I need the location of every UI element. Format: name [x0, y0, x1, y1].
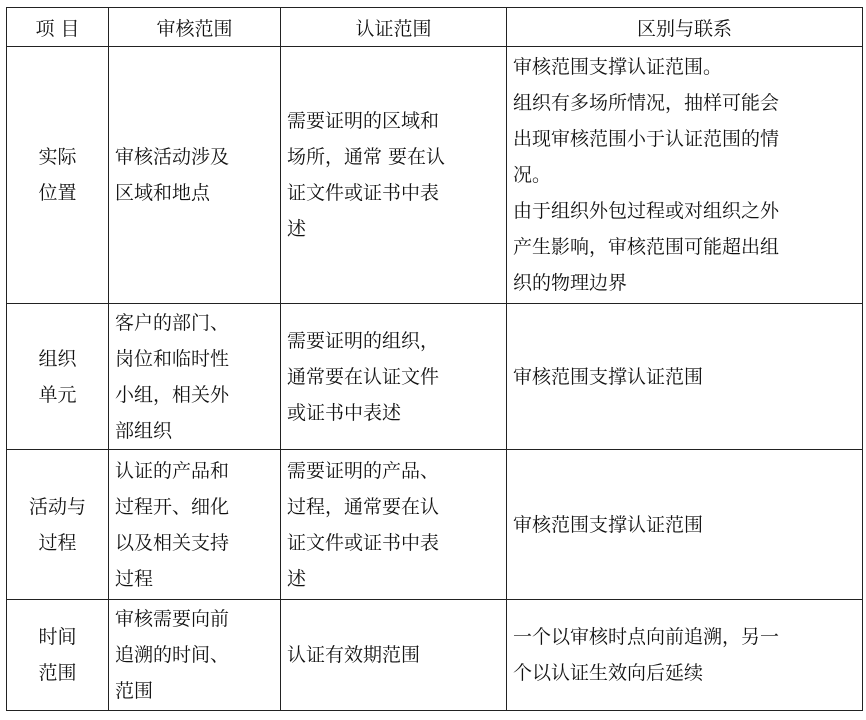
item-cell [7, 450, 109, 600]
certification-scope-cell [281, 600, 507, 711]
header-item: 项 目 [7, 8, 109, 47]
cell-text-line: 部组织 [115, 419, 173, 442]
relation-cell [507, 450, 863, 600]
cell-text-line: 区域和地点 [115, 182, 211, 204]
cell-text-line: 出现审核范围小于认证范围的情 [513, 128, 780, 150]
cell-text-line: 活动与 [28, 495, 86, 518]
cell-text-line: 过程 [115, 567, 154, 590]
cell-text-line: 由于组织外包过程或对组织之外 [513, 200, 780, 222]
cell-text-line: 以及相关支持 [115, 531, 230, 554]
cell-text-line: 审核需要向前 [115, 608, 230, 630]
cell-text-line: 过程开、细化 [115, 495, 230, 518]
audit-scope-cell [109, 600, 281, 711]
item-cell [7, 600, 109, 711]
audit-scope-cell [109, 450, 281, 600]
cell-text-line: 追溯的时间、 [115, 644, 230, 666]
item-cell [7, 47, 109, 304]
cell-text-line: 审核范围支撑认证范围 [513, 365, 704, 388]
certification-scope-cell [281, 304, 507, 450]
audit-scope-cell [109, 47, 281, 304]
cell-text-line: 审核范围支撑认证范围。 [513, 56, 723, 78]
cell-text-line: 产生影响，审核范围可能超出组 [513, 236, 780, 258]
cell-text-line: 过程，通常要在认 [287, 495, 440, 518]
cell-text-line: 织的物理边界 [513, 272, 628, 294]
cell-text-line: 时间 [38, 626, 77, 648]
cell-text-line: 通常要在认证文件 [287, 365, 440, 388]
table-row [7, 600, 863, 711]
cell-text-line: 需要证明的组织， [287, 329, 440, 352]
cell-text-line: 岗位和临时性 [115, 347, 230, 370]
cell-text-line: 客户的部门、 [115, 311, 230, 334]
certification-scope-cell [281, 450, 507, 600]
cell-text-line: 单元 [38, 383, 77, 406]
cell-text-line: 认证有效期范围 [287, 644, 421, 666]
cell-text-line: 范围 [38, 662, 77, 684]
audit-scope-cell [109, 304, 281, 450]
cell-text-line: 位置 [38, 182, 77, 204]
cell-text-line: 认证的产品和 [115, 459, 230, 482]
relation-cell [507, 600, 863, 711]
cell-text-line: 组织 [38, 347, 77, 370]
cell-text-line: 需要证明的产品、 [287, 459, 440, 482]
relation-cell [507, 304, 863, 450]
table-row [7, 450, 863, 600]
cell-text-line: 组织有多场所情况，抽样可能会 [513, 92, 780, 114]
cell-text-line: 况。 [513, 164, 552, 186]
cell-text-line: 实际 [38, 146, 77, 168]
cell-text-line: 证文件或证书中表 [287, 531, 440, 554]
table-row [7, 47, 863, 304]
cell-text-line: 过程 [38, 531, 77, 554]
certification-scope-cell [281, 47, 507, 304]
item-cell [7, 304, 109, 450]
cell-text-line: 范围 [115, 680, 154, 702]
relation-cell [507, 47, 863, 304]
scope-comparison-table [6, 7, 863, 711]
cell-text-line: 需要证明的区域和 [287, 110, 440, 132]
cell-text-line: 场所，通常 要在认 [287, 146, 446, 168]
cell-text-line: 述 [287, 567, 307, 590]
table-row [7, 304, 863, 450]
cell-text-line: 证文件或证书中表 [287, 182, 440, 204]
header-audit-scope: 审核范围 [109, 8, 281, 47]
header-difference-relation: 区别与联系 [507, 8, 863, 47]
cell-text-line: 个以认证生效向后延续 [513, 662, 704, 684]
cell-text-line: 一个以审核时点向前追溯，另一 [513, 626, 780, 648]
cell-text-line: 审核活动涉及 [115, 146, 230, 168]
header-certification-scope: 认证范围 [281, 8, 507, 47]
header-row [7, 8, 863, 47]
cell-text-line: 审核范围支撑认证范围 [513, 513, 704, 536]
cell-text-line: 述 [287, 218, 307, 240]
cell-text-line: 或证书中表述 [287, 401, 402, 424]
cell-text-line: 小组，相关外 [115, 383, 230, 406]
